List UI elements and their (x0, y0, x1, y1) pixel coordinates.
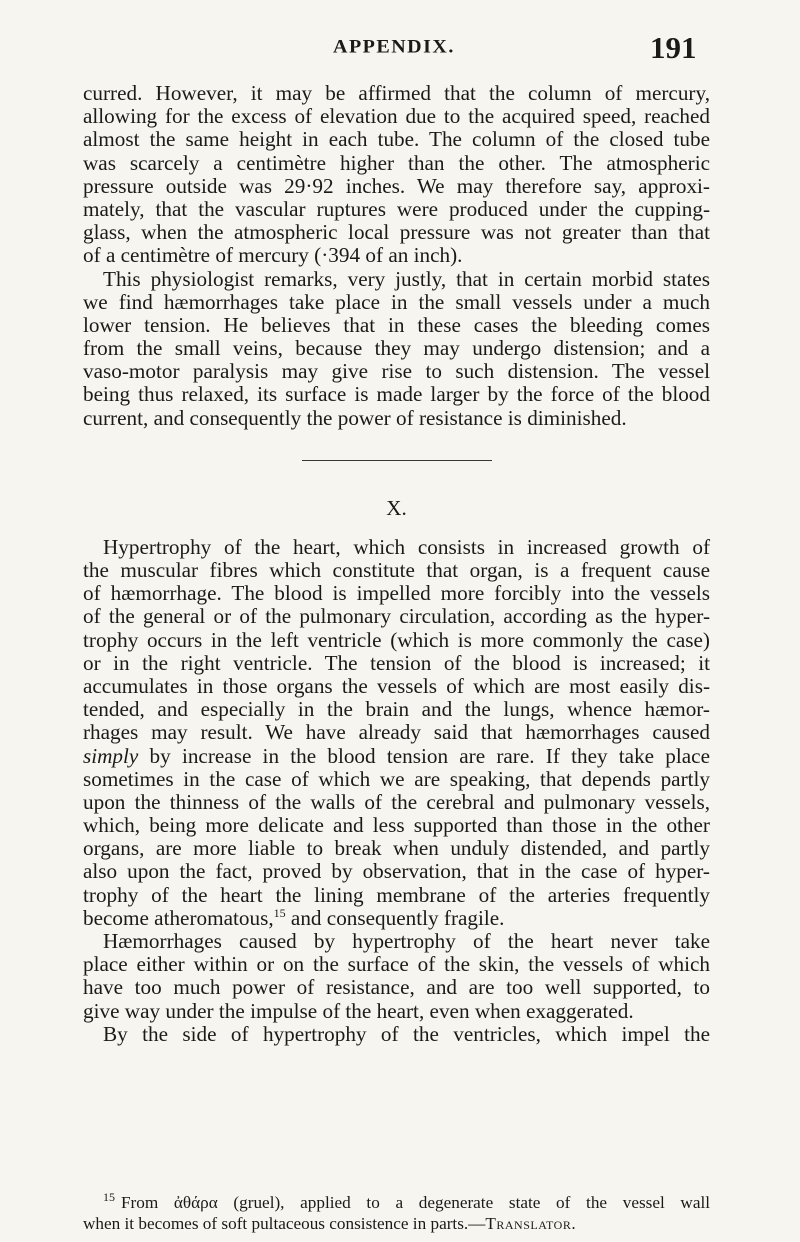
text-line: allowing for the excess of elevation due to the acquired speed, reached (83, 104, 710, 129)
footnote-text: when it becomes of soft pultaceous consistence in parts.— (83, 1214, 486, 1233)
page-number: 191 (650, 30, 697, 65)
text-line: place either within or on the surface of the skin, the vessels of which (83, 952, 710, 977)
text-line: mately, that the vascular ruptures were produced under the cupping- (83, 196, 710, 221)
body-text (83, 82, 710, 1046)
text-line: organs, are more liable to break when unduly distended, and partly (83, 836, 710, 861)
text-line: of the general or of the pulmonary circulation, according as the hyper- (83, 604, 710, 629)
footnote-line (83, 1213, 710, 1234)
text-segment: and consequently fragile. (285, 905, 505, 930)
text-line: almost the same height in each tube. The column of the closed tube (83, 127, 710, 152)
section-gap (83, 430, 710, 450)
text-line: being thus relaxed, its surface is made larger by the force of the blood (83, 382, 710, 407)
paragraph-5 (83, 1023, 710, 1046)
footnote-mark: 15 (103, 1190, 115, 1205)
text-line: have too much power of resistance, and are too well supported, to (83, 975, 710, 1000)
text-line: tended, and especially in the brain and the lungs, whence hæmor- (83, 697, 710, 722)
text-line: Hypertrophy of the heart, which consists in increased growth of (103, 534, 710, 559)
text-line: trophy occurs in the left ventricle (which is more commonly the case) (83, 627, 710, 652)
running-title: APPENDIX. (333, 36, 455, 58)
text-line (83, 907, 710, 930)
text-segment: become atheromatous, (83, 905, 274, 930)
text-line: was scarcely a centimètre higher than the other. The atmospheric (83, 150, 710, 175)
text-line: of hæmorrhage. The blood is impelled more forcibly into the vessels (83, 581, 710, 606)
text-line: glass, when the atmospheric local pressure was not greater than that (83, 220, 710, 245)
paragraph-4 (83, 930, 710, 1023)
section-gap (83, 476, 710, 496)
text-line: vaso-motor paralysis may give rise to such distension. The vessel (83, 359, 710, 384)
text-line (83, 745, 710, 768)
text-segment: by increase in the blood tension are rare. If they take place (138, 743, 710, 768)
text-line: lower tension. He believes that in these cases the bleeding comes (83, 312, 710, 337)
text-line: pressure outside was 29·92 inches. We may therefore say, approxi- (83, 173, 710, 198)
footnote (83, 1192, 710, 1234)
text-line: which, being more delicate and less supported than those in the other (83, 813, 710, 838)
translator-credit: Translator. (485, 1214, 577, 1233)
text-line: sometimes in the case of which we are speaking, that depends partly (83, 766, 710, 791)
footnote-line (83, 1192, 710, 1213)
paragraph-1 (83, 82, 710, 268)
text-line: This physiologist remarks, very justly, that in certain morbid states (103, 266, 710, 291)
paragraph-3 (83, 536, 710, 930)
text-line: or in the right ventricle. The tension of the blood is increased; it (83, 650, 710, 675)
section-divider (83, 450, 710, 476)
footnote-reference: 15 (273, 905, 286, 920)
text-line: give way under the impulse of the heart, even when exaggerated. (83, 998, 634, 1023)
text-line: trophy of the heart the lining membrane of the arteries frequently (83, 882, 710, 907)
running-head (0, 30, 720, 74)
emphasis-word: simply (83, 743, 139, 768)
text-line: accumulates in those organs the vessels of which are most easily dis- (83, 673, 710, 698)
text-line: current, and consequently the power of resistance is diminished. (83, 405, 627, 430)
divider-rule (302, 460, 492, 461)
footnote-text: From ἀθάρα (gruel), applied to a degenerate state of the vessel wall (121, 1193, 710, 1212)
text-line: also upon the fact, proved by observation, that in the case of hyper- (83, 859, 710, 884)
text-line: By the side of hypertrophy of the ventricles, which impel the (103, 1021, 710, 1046)
text-line: rhages may result. We have already said that hæmorrhages caused (83, 720, 710, 745)
section-number: X. (386, 495, 407, 520)
text-line: upon the thinness of the walls of the cerebral and pulmonary vessels, (83, 789, 710, 814)
text-line: of a centimètre of mercury (·394 of an inch). (83, 243, 463, 268)
paragraph-2 (83, 268, 710, 430)
text-line: curred. However, it may be affirmed that the column of mercury, (83, 81, 710, 105)
text-line: the muscular fibres which constitute that organ, is a frequent cause (83, 558, 710, 582)
text-line: Hæmorrhages caused by hypertrophy of the heart never take (103, 929, 710, 953)
text-line: from the small veins, because they may undergo distension; and a (83, 336, 710, 361)
text-line: we find hæmorrhages take place in the small vessels under a much (83, 289, 710, 314)
